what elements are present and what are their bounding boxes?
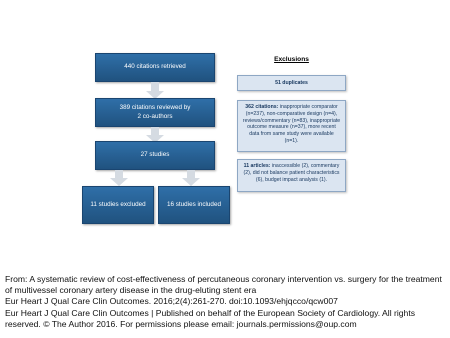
duplicates-label: 51 duplicates (275, 79, 308, 86)
caption-from: From: A systematic review of cost-effectiveness of percutaneous coronary intervention vs. surgery for the treatment of multivessel coronary artery disease in the drug-eluting stent era (5, 274, 442, 296)
citations-excluded-box (237, 100, 346, 152)
citations-excluded-count: 362 citations: (245, 104, 279, 110)
citations-reviewed-box (95, 98, 215, 127)
articles-excluded-reasons: inaccessible (2), commentary (2), did not balance patient characteristics (6), budget impact analysis (1). (243, 163, 340, 183)
studies-excluded-label: 11 studies excluded (90, 200, 146, 208)
exclusions-title: Exclusions (274, 56, 309, 63)
articles-excluded-count: 11 articles: (243, 163, 271, 169)
studies-box (95, 141, 215, 170)
citations-retrieved-label: 440 citations retrieved (124, 63, 186, 71)
citations-reviewed-line1: 389 citations reviewed by (119, 104, 191, 112)
citations-reviewed-line2: 2 co-authors (137, 112, 173, 120)
studies-excluded-box (82, 186, 154, 224)
citations-excluded-reasons: inappropriate comparator (n=237), non-comparative design (n=4), reviews/commentary (n=83), inappropriate outcome measure (n=37), more recent data from same study were available (n=1). (242, 104, 341, 144)
studies-included-label: 16 studies included (167, 200, 221, 208)
studies-included-box (158, 186, 230, 224)
caption-citation: Eur Heart J Qual Care Clin Outcomes. 2016;2(4):261-270. doi:10.1093/ehjqcco/qcw007 (5, 296, 338, 307)
arrow-down-icon (110, 178, 128, 186)
figure-caption (5, 274, 445, 330)
caption-journal-line: Eur Heart J Qual Care Clin Outcomes | Published on behalf of the European Society of Cardiology. All rights reserved. © The Author 2016. For permissions please email: journals.permissions@oup.com (5, 307, 416, 329)
articles-excluded-box (237, 159, 346, 192)
arrow-down-icon (182, 178, 200, 186)
studies-label: 27 studies (140, 151, 170, 159)
duplicates-box (237, 75, 346, 91)
citations-retrieved-box (95, 53, 215, 82)
